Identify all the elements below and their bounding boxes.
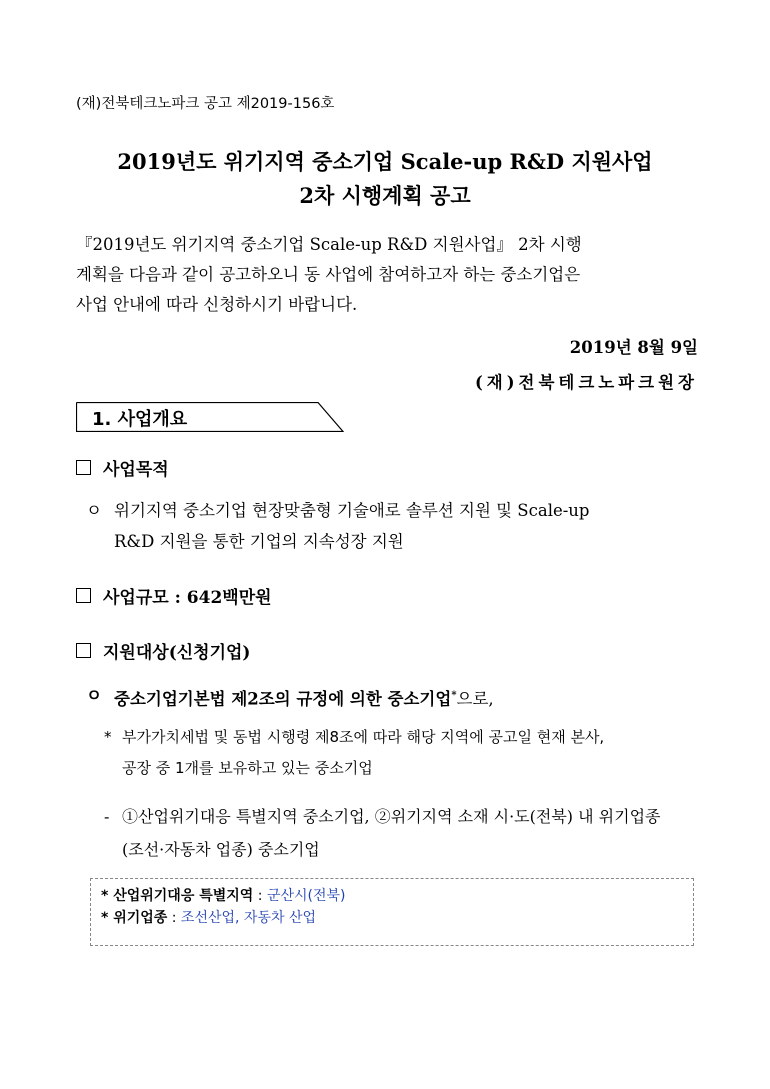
target-bullet (86, 680, 698, 715)
scale-heading (76, 583, 272, 608)
dash-bullet-icon: - (104, 807, 110, 826)
info-row (101, 907, 693, 929)
footnote-line: 부가가치세법 및 동법 시행령 제8조에 따라 해당 지역에 공고일 현재 본사, (122, 728, 605, 746)
footnote-marker: * (451, 690, 457, 701)
checkbox-square-icon (76, 588, 91, 603)
checkbox-square-icon (76, 460, 91, 475)
info-key: * 위기업종 (101, 910, 168, 926)
asterisk-icon: * (104, 728, 112, 746)
intro-line: 사업 안내에 따라 신청하시기 바랍니다. (76, 295, 358, 314)
checkbox-square-icon (76, 643, 91, 658)
intro-paragraph (76, 230, 698, 320)
info-value: 군산시(전북) (266, 888, 346, 904)
document-title-line2: 2차 시행계획 공고 (299, 183, 471, 208)
section-header (76, 402, 344, 432)
target-footnote (104, 722, 698, 784)
dash-line: ①산업위기대응 특별지역 중소기업, ②위기지역 소재 시·도(전북) 내 위기업종 (122, 807, 661, 826)
target-bullet-text: 중소기업기본법 제2조의 규정에 의한 중소기업 (114, 689, 452, 709)
announcement-date: 2019년 8월 9일 (569, 338, 698, 357)
info-key: * 산업위기대응 특별지역 (101, 888, 254, 904)
circle-bullet-icon: ㅇ (86, 501, 102, 520)
dash-line: (조선·자동차 업종) 중소기업 (122, 840, 320, 859)
scale-heading-label: 사업규모 : 642백만원 (103, 588, 272, 608)
info-value: 조선산업, 자동차 산업 (180, 910, 316, 926)
target-heading (76, 638, 250, 663)
target-bullet-tail: 으로, (456, 689, 494, 709)
target-dash-item (104, 800, 698, 866)
notice-number: (재)전북테크노파크 공고 제2019-156호 (76, 96, 335, 112)
document-title-line1: 2019년도 위기지역 중소기업 Scale-up R&D 지원사업 (117, 149, 653, 174)
info-sep: : (253, 888, 267, 904)
circle-bullet-icon: ㅇ (86, 686, 102, 705)
intro-line: 계획을 다음과 같이 공고하오니 동 사업에 참여하고자 하는 중소기업은 (76, 265, 581, 284)
info-row (101, 885, 693, 907)
footnote-line: 공장 중 1개를 보유하고 있는 중소기업 (122, 759, 373, 777)
purpose-heading-label: 사업목적 (103, 460, 169, 480)
purpose-line: R&D 지원을 통한 기업의 지속성장 지원 (114, 532, 404, 551)
intro-line: 『2019년도 위기지역 중소기업 Scale-up R&D 지원사업』 2차 시행 (76, 235, 582, 254)
info-box (90, 878, 694, 946)
purpose-heading (76, 455, 169, 480)
issuer-name: (재)전북테크노파크원장 (474, 373, 698, 392)
purpose-bullet (86, 495, 698, 557)
target-heading-label: 지원대상(신청기업) (103, 643, 251, 663)
purpose-line: 위기지역 중소기업 현장맞춤형 기술애로 솔루션 지원 및 Scale-up (114, 501, 590, 520)
info-sep: : (167, 910, 181, 926)
section-header-label: 1. 사업개요 (92, 409, 188, 430)
